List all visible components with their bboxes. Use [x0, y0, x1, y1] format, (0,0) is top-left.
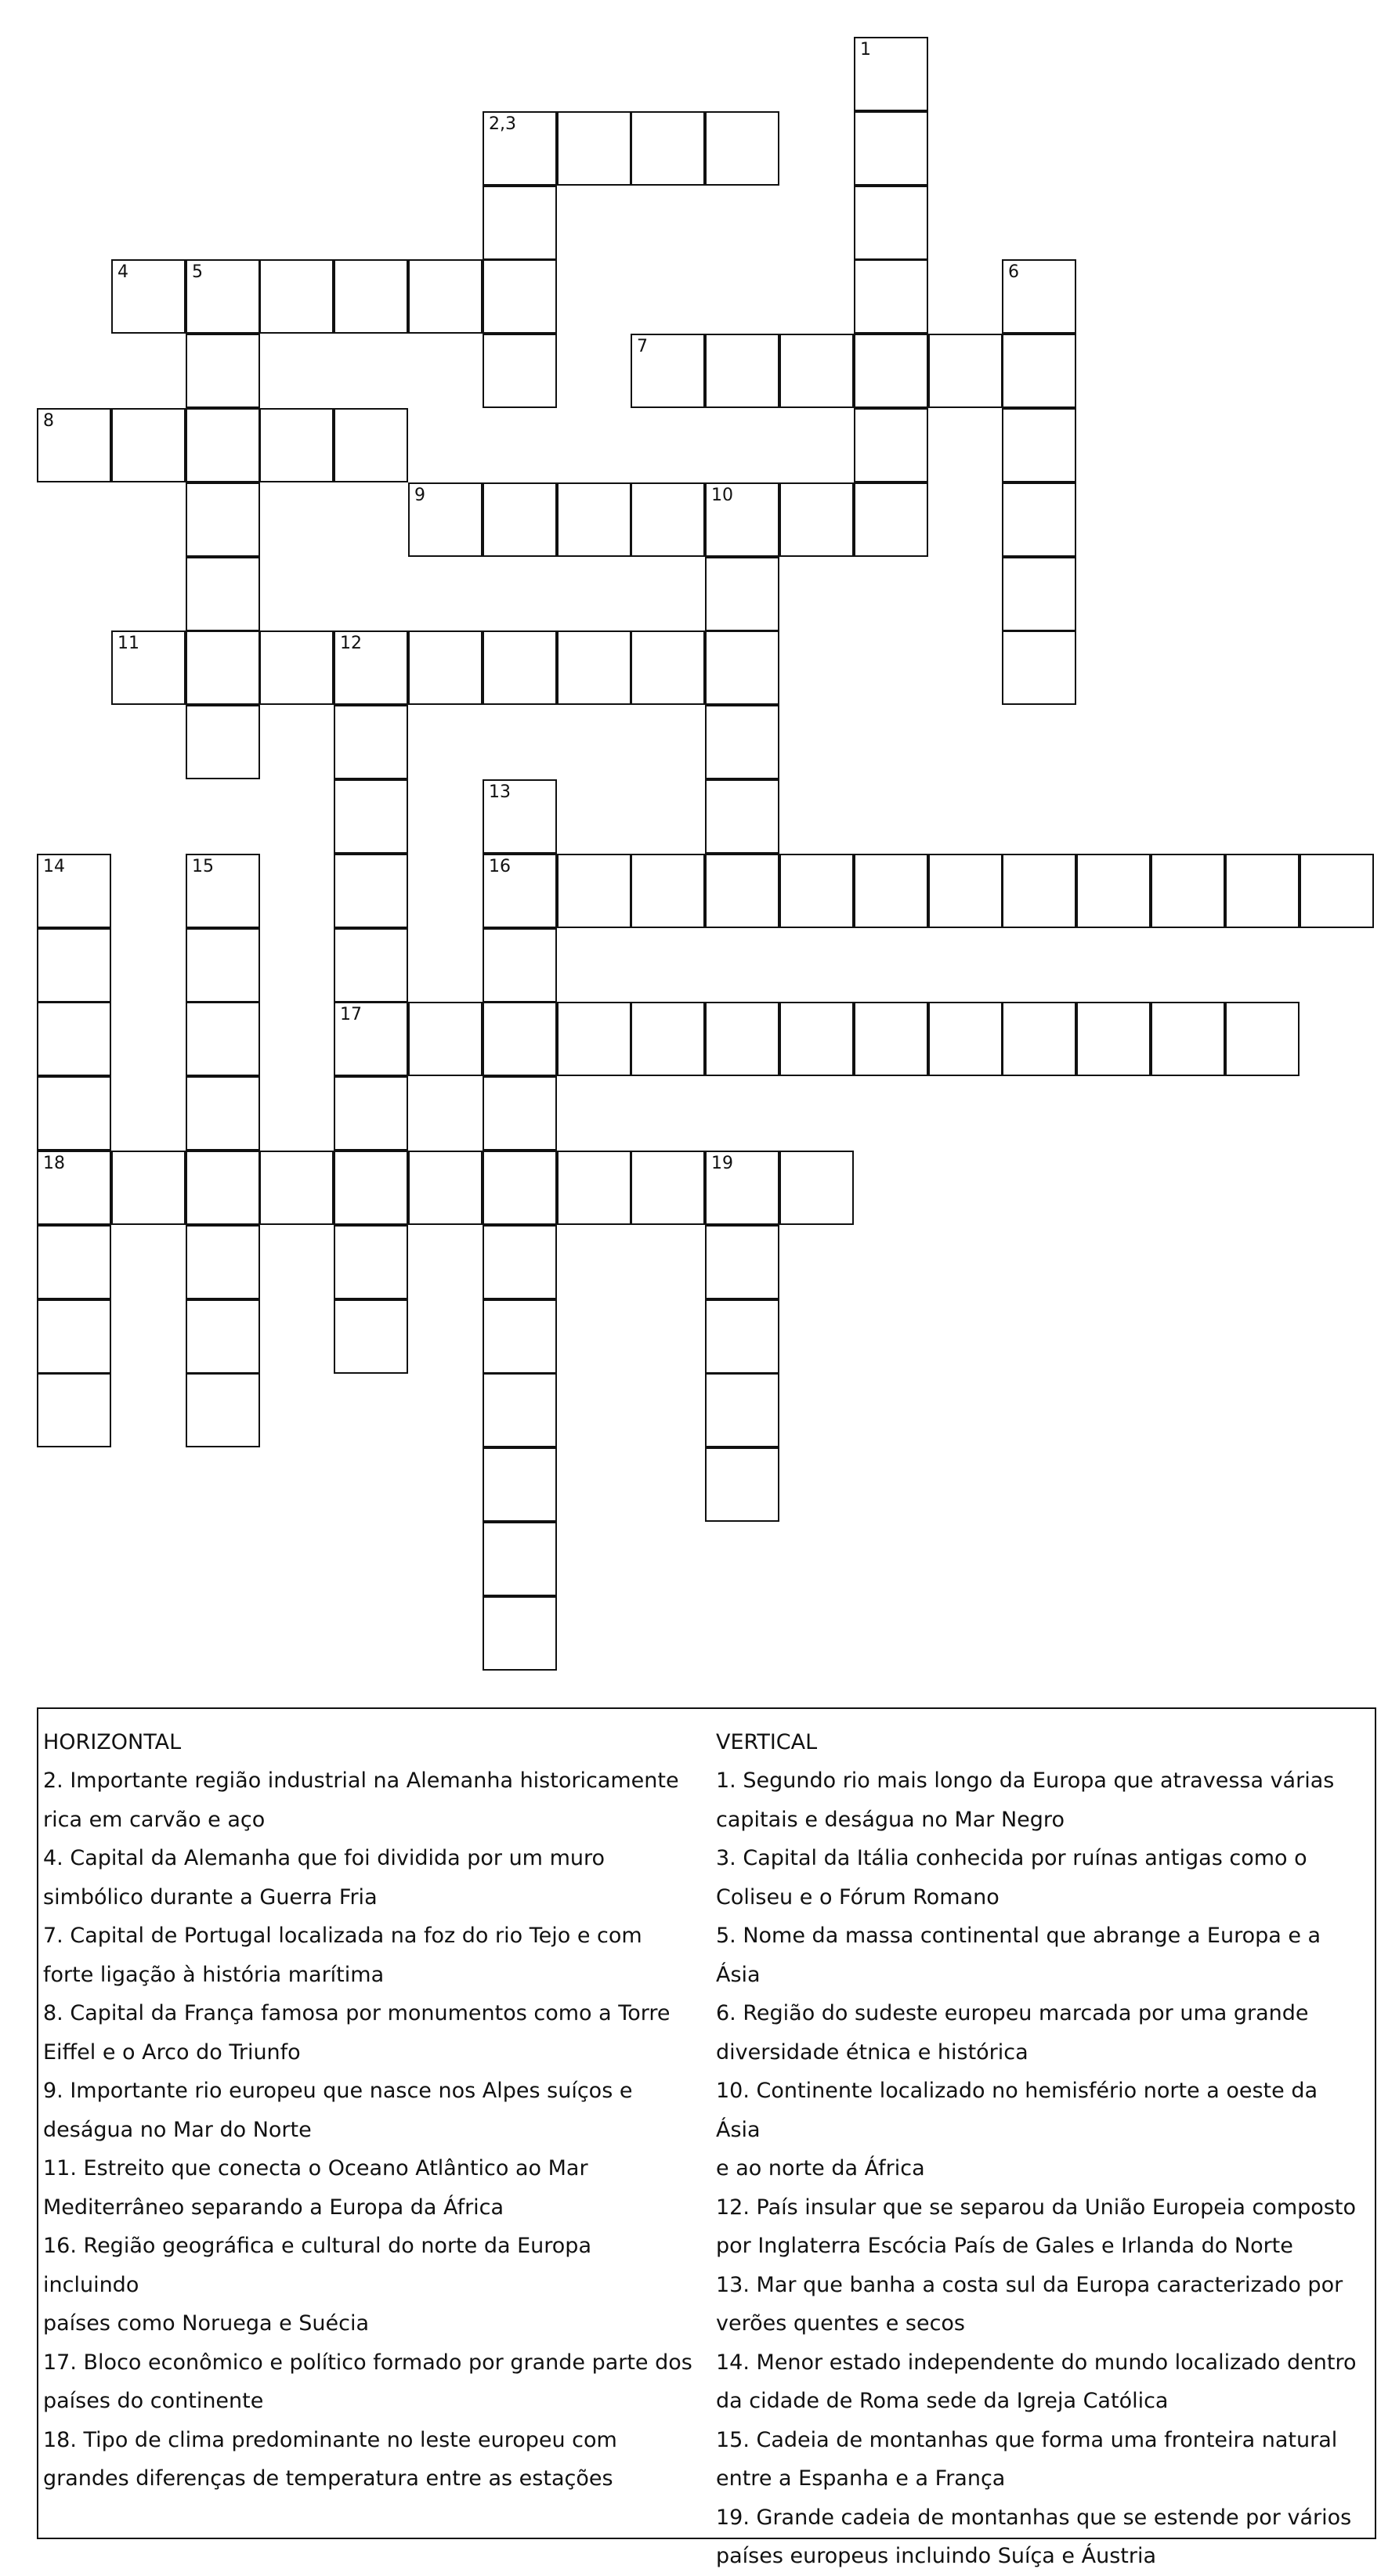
crossword-cell[interactable] — [37, 928, 111, 1003]
crossword-cell[interactable] — [854, 408, 928, 482]
crossword-cell[interactable] — [557, 630, 631, 705]
crossword-cell[interactable] — [705, 854, 779, 928]
horizontal-clues — [43, 1723, 693, 2498]
clue-number: 11 — [117, 634, 139, 653]
crossword-cell[interactable] — [557, 482, 631, 557]
crossword-cell[interactable] — [854, 111, 928, 186]
clue-box — [37, 1707, 1376, 2568]
crossword-cell[interactable] — [334, 630, 408, 705]
clue-line: 1. Segundo rio mais longo da Europa que atravessa várias — [716, 1769, 1335, 1793]
crossword-cell[interactable] — [186, 1299, 260, 1374]
crossword-cell[interactable] — [1002, 557, 1076, 631]
clue-line: 19. Grande cadeia de montanhas que se estende por vários — [716, 2505, 1352, 2530]
crossword-cell[interactable] — [37, 408, 111, 482]
crossword-cell[interactable] — [483, 630, 557, 705]
crossword-cell[interactable] — [259, 408, 334, 482]
crossword-cell[interactable] — [1002, 1002, 1076, 1076]
clue-number: 17 — [340, 1005, 362, 1024]
crossword-cell[interactable] — [705, 1299, 779, 1374]
clue-line: forte ligação à história marítima — [43, 1962, 385, 1987]
crossword-cell[interactable] — [334, 705, 408, 779]
clue-line: 5. Nome da massa continental que abrange a Europa e a Ásia — [716, 1924, 1321, 1987]
crossword-cell[interactable] — [854, 37, 928, 111]
crossword-cell[interactable] — [483, 1225, 557, 1299]
crossword-cell[interactable] — [779, 334, 854, 408]
crossword-cell[interactable] — [928, 1002, 1003, 1076]
horizontal-clue-list — [43, 1761, 693, 2498]
crossword-cell[interactable] — [557, 1151, 631, 1225]
clue-line: 14. Menor estado independente do mundo localizado dentro — [716, 2350, 1357, 2375]
crossword-cell[interactable] — [557, 111, 631, 186]
clue-number: 19 — [711, 1154, 733, 1173]
crossword-cell[interactable] — [259, 1151, 334, 1225]
crossword-cell[interactable] — [854, 1002, 928, 1076]
clue-line: Mediterrâneo separando a Europa da África — [43, 2195, 504, 2220]
crossword-cell[interactable] — [186, 557, 260, 631]
crossword-cell[interactable] — [37, 1299, 111, 1374]
crossword-cell[interactable] — [483, 854, 557, 928]
clue-number: 2,3 — [489, 114, 516, 134]
crossword-cell[interactable] — [1225, 854, 1300, 928]
crossword-cell[interactable] — [1151, 1002, 1225, 1076]
crossword-cell[interactable] — [928, 854, 1003, 928]
clue-number: 13 — [489, 782, 511, 802]
crossword-cell[interactable] — [705, 482, 779, 557]
crossword-cell[interactable] — [557, 854, 631, 928]
crossword-cell[interactable] — [408, 630, 483, 705]
crossword-cell[interactable] — [186, 928, 260, 1003]
crossword-cell[interactable] — [854, 186, 928, 260]
clue-line: Coliseu e o Fórum Romano — [716, 1884, 1000, 1909]
crossword-cell[interactable] — [483, 482, 557, 557]
crossword-cell[interactable] — [705, 779, 779, 854]
crossword-cell[interactable] — [186, 854, 260, 928]
clue-line: 4. Capital da Alemanha que foi dividida por um muro — [43, 1846, 606, 1870]
crossword-cell[interactable] — [779, 482, 854, 557]
crossword-cell[interactable] — [483, 111, 557, 186]
crossword-cell[interactable] — [854, 334, 928, 408]
crossword-cell[interactable] — [408, 482, 483, 557]
clue-line: países europeus incluindo Suíça e Áustria — [716, 2544, 1157, 2568]
crossword-cell[interactable] — [1002, 408, 1076, 482]
crossword-cell[interactable] — [37, 854, 111, 928]
crossword-cell[interactable] — [334, 854, 408, 928]
crossword-cell[interactable] — [483, 1596, 557, 1671]
crossword-cell[interactable] — [1151, 854, 1225, 928]
clue-line: e ao norte da África — [716, 2156, 925, 2180]
clue-line: deságua no Mar do Norte — [43, 2117, 312, 2142]
crossword-cell[interactable] — [705, 705, 779, 779]
crossword-cell[interactable] — [483, 1522, 557, 1596]
crossword-cell[interactable] — [631, 630, 705, 705]
crossword-cell[interactable] — [408, 259, 483, 334]
crossword-cell[interactable] — [1002, 630, 1076, 705]
crossword-cell[interactable] — [408, 1151, 483, 1225]
crossword-cell[interactable] — [1076, 1002, 1151, 1076]
crossword-cell[interactable] — [483, 1002, 557, 1076]
crossword-cell[interactable] — [408, 1002, 483, 1076]
clue-number: 6 — [1008, 262, 1019, 282]
crossword-cell[interactable] — [779, 854, 854, 928]
crossword-cell[interactable] — [334, 779, 408, 854]
clue-line: capitais e deságua no Mar Negro — [716, 1807, 1065, 1832]
clue-number: 14 — [43, 857, 65, 876]
clue-number: 4 — [117, 262, 128, 282]
clue-line: 13. Mar que banha a costa sul da Europa caracterizado por — [716, 2272, 1343, 2297]
crossword-cell[interactable] — [705, 1151, 779, 1225]
crossword-cell[interactable] — [1300, 854, 1374, 928]
crossword-cell[interactable] — [854, 259, 928, 334]
crossword-cell[interactable] — [705, 630, 779, 705]
clue-line: por Inglaterra Escócia País de Gales e Irlanda do Norte — [716, 2234, 1293, 2258]
crossword-cell[interactable] — [928, 334, 1003, 408]
crossword-cell[interactable] — [334, 928, 408, 1003]
crossword-cell[interactable] — [186, 630, 260, 705]
crossword-cell[interactable] — [186, 334, 260, 408]
crossword-cell[interactable] — [631, 482, 705, 557]
crossword-cell[interactable] — [1076, 854, 1151, 928]
crossword-cell[interactable] — [37, 1373, 111, 1447]
crossword-cell[interactable] — [186, 259, 260, 334]
crossword-cell[interactable] — [779, 1002, 854, 1076]
crossword-cell[interactable] — [186, 1151, 260, 1225]
crossword-cell[interactable] — [186, 1076, 260, 1151]
crossword-cell[interactable] — [1225, 1002, 1300, 1076]
crossword-cell[interactable] — [483, 1299, 557, 1374]
crossword-cell[interactable] — [186, 1373, 260, 1447]
crossword-cell[interactable] — [483, 928, 557, 1003]
crossword-cell[interactable] — [705, 334, 779, 408]
crossword-cell[interactable] — [1002, 482, 1076, 557]
crossword-cell[interactable] — [37, 1151, 111, 1225]
crossword-cell[interactable] — [483, 186, 557, 260]
clue-line: 8. Capital da França famosa por monumentos como a Torre — [43, 2001, 671, 2025]
crossword-cell[interactable] — [631, 111, 705, 186]
clue-line: 11. Estreito que conecta o Oceano Atlântico ao Mar — [43, 2156, 588, 2180]
clue-line: 7. Capital de Portugal localizada na foz do rio Tejo e com — [43, 1924, 642, 1948]
crossword-cell[interactable] — [186, 1225, 260, 1299]
crossword-cell[interactable] — [631, 1002, 705, 1076]
clue-line: entre a Espanha e a França — [716, 2466, 1006, 2491]
clue-line: 17. Bloco econômico e político formado por grande parte dos — [43, 2350, 692, 2375]
clue-line: 15. Cadeia de montanhas que forma uma fronteira natural — [716, 2427, 1338, 2452]
crossword-cell[interactable] — [854, 482, 928, 557]
crossword-cell[interactable] — [334, 1076, 408, 1151]
crossword-cell[interactable] — [111, 1151, 186, 1225]
clue-line: rica em carvão e aço — [43, 1807, 266, 1832]
crossword-cell[interactable] — [854, 854, 928, 928]
vertical-heading: VERTICAL — [716, 1730, 818, 1754]
crossword-cell[interactable] — [557, 1002, 631, 1076]
crossword-cell[interactable] — [483, 1076, 557, 1151]
crossword-cell[interactable] — [334, 1002, 408, 1076]
crossword-cell[interactable] — [483, 779, 557, 854]
crossword-cell[interactable] — [334, 1225, 408, 1299]
crossword-cell[interactable] — [483, 1151, 557, 1225]
crossword-cell[interactable] — [483, 259, 557, 334]
crossword-cell[interactable] — [334, 1299, 408, 1374]
crossword-cell[interactable] — [186, 705, 260, 779]
crossword-cell[interactable] — [705, 1447, 779, 1522]
crossword-cell[interactable] — [631, 854, 705, 928]
clue-number: 5 — [192, 262, 203, 282]
crossword-cell[interactable] — [705, 557, 779, 631]
clue-number: 18 — [43, 1154, 65, 1173]
crossword-cell[interactable] — [705, 1002, 779, 1076]
crossword-cell[interactable] — [1002, 259, 1076, 334]
vertical-clue-list — [716, 1761, 1366, 2576]
horizontal-heading: HORIZONTAL — [43, 1730, 182, 1754]
clue-number: 9 — [414, 486, 425, 505]
clue-line: 9. Importante rio europeu que nasce nos Alpes suíços e — [43, 2079, 633, 2103]
crossword-cell[interactable] — [779, 1151, 854, 1225]
clue-line: 10. Continente localizado no hemisfério norte a oeste da Ásia — [716, 2079, 1318, 2142]
clue-line: 2. Importante região industrial na Alemanha historicamente — [43, 1769, 679, 1793]
crossword-cell[interactable] — [334, 408, 408, 482]
crossword-cell[interactable] — [483, 1373, 557, 1447]
crossword-cell[interactable] — [186, 482, 260, 557]
crossword-cell[interactable] — [334, 259, 408, 334]
crossword-cell[interactable] — [37, 1225, 111, 1299]
crossword-cell[interactable] — [259, 630, 334, 705]
crossword-cell[interactable] — [1002, 854, 1076, 928]
clue-number: 16 — [489, 857, 511, 876]
clue-number: 8 — [43, 411, 54, 431]
clue-number: 10 — [711, 486, 733, 505]
crossword-cell[interactable] — [111, 259, 186, 334]
clue-line: países do continente — [43, 2389, 264, 2413]
crossword-cell[interactable] — [111, 408, 186, 482]
clue-number: 15 — [192, 857, 214, 876]
vertical-clues — [716, 1723, 1366, 2576]
crossword-cell[interactable] — [631, 1151, 705, 1225]
crossword-cell[interactable] — [186, 1002, 260, 1076]
crossword-cell[interactable] — [186, 408, 260, 482]
clue-line: diversidade étnica e histórica — [716, 2039, 1028, 2065]
clue-line: verões quentes e secos — [716, 2311, 966, 2336]
clue-line: 12. País insular que se separou da União Europeia composto — [716, 2195, 1356, 2220]
crossword-cell[interactable] — [705, 1373, 779, 1447]
crossword-cell[interactable] — [1002, 334, 1076, 408]
crossword-cell[interactable] — [705, 111, 779, 186]
crossword-cell[interactable] — [334, 1151, 408, 1225]
clue-number: 1 — [860, 40, 871, 60]
crossword-cell[interactable] — [483, 334, 557, 408]
clue-number: 7 — [637, 337, 648, 356]
crossword-cell[interactable] — [37, 1002, 111, 1076]
crossword-cell[interactable] — [37, 1076, 111, 1151]
clue-number: 12 — [340, 634, 362, 653]
crossword-cell[interactable] — [705, 1225, 779, 1299]
clue-line: 3. Capital da Itália conhecida por ruínas antigas como o — [716, 1846, 1307, 1870]
clue-line: 6. Região do sudeste europeu marcada por uma grande — [716, 2001, 1309, 2025]
clue-line: da cidade de Roma sede da Igreja Católica — [716, 2389, 1169, 2413]
clue-line: simbólico durante a Guerra Fria — [43, 1884, 378, 1909]
crossword-cell[interactable] — [631, 334, 705, 408]
clue-line: 16. Região geográfica e cultural do norte da Europa incluindo — [43, 2234, 591, 2297]
clue-line: Eiffel e o Arco do Triunfo — [43, 2039, 301, 2065]
crossword-cell[interactable] — [483, 1447, 557, 1522]
clue-line: 18. Tipo de clima predominante no leste europeu com — [43, 2427, 617, 2452]
crossword-cell[interactable] — [111, 630, 186, 705]
crossword-cell[interactable] — [259, 259, 334, 334]
clue-line: grandes diferenças de temperatura entre as estações — [43, 2466, 613, 2491]
clue-line: países como Noruega e Suécia — [43, 2311, 370, 2336]
